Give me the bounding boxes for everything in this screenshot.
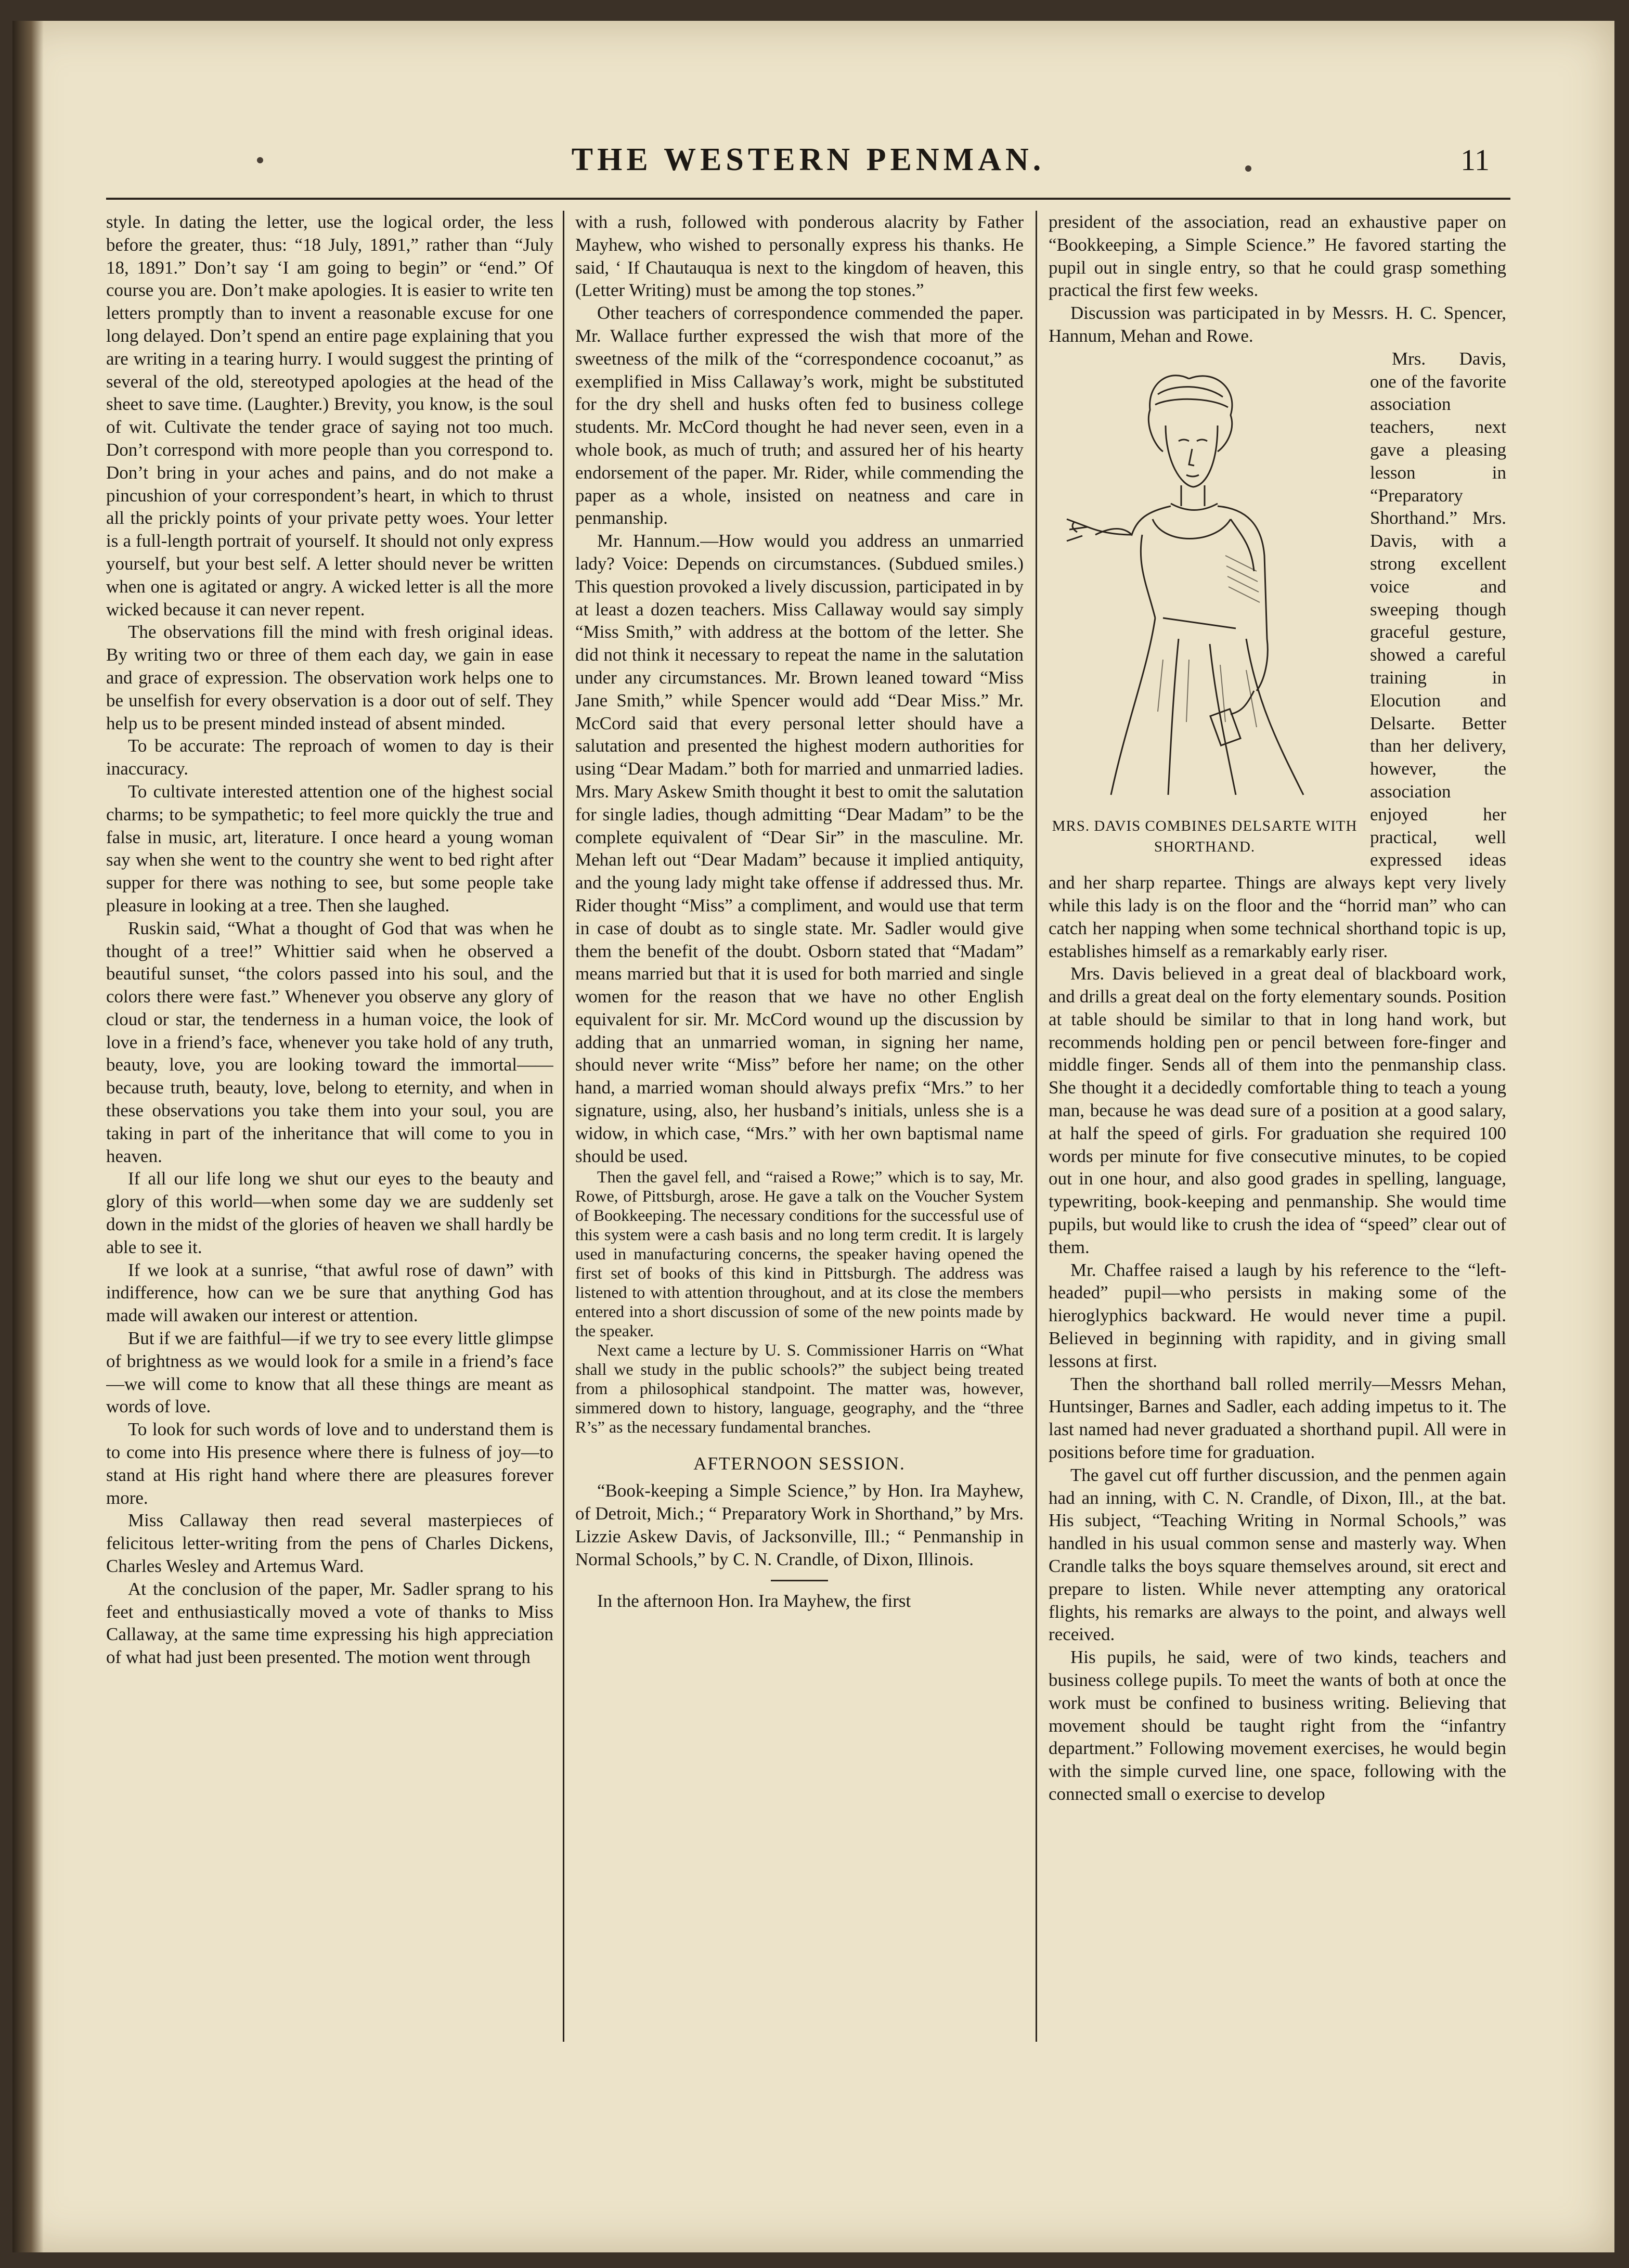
page-number: 11	[1460, 143, 1490, 177]
column-divider	[1036, 211, 1037, 2042]
paragraph: To look for such words of love and to understand them is to come into His presence where there is fulness of joy—to stand at His right hand where there are pleasures forever more.	[106, 1419, 553, 1508]
paragraph: style. In dating the letter, use the logical order, the less before the greater, thus: “18 July, 1891,” rather than “July 18, 1891.” Don’t say ‘I am going to begin” or “end.” Of course you are. Don’t make apologies. It is easier to write ten letters promptly than to invent a reasonable excuse for one long delayed. Don’t spend an entire page explaining that you are writing in a tearing hurry. I would suggest the printing of several of the old, stereotyped apologies at the head of the sheet to save time. (Laughter.) Brevity, you know, is the soul of wit. Cultivate the tender grace of saying not too much. Don’t correspond with more people than you correspond to. Don’t bring in your aches and pains, and do not make a pincushion of your correspondent’s heart, in which to thrust all the prickly points of your private petty woes. Your letter is a full-length portrait of yourself. It should not only express yourself, but your best self. A letter should never be written when one is agitated or angry. A wicked letter is all the more wicked because it can never repent.	[106, 212, 553, 620]
paragraph: Miss Callaway then read several masterpieces of felicitous letter-writing from the pens of Charles Dickens, Charles Wesley and Artemus Ward.	[106, 1510, 553, 1577]
paragraph: Then the gavel fell, and “raised a Rowe;” which is to say, Mr. Rowe, of Pittsburgh, arose. He gave a talk on the Voucher System of Bookkeeping. The necessary conditions for the successful use of this system were a cash basis and no long term credit. It is largely used in manufacturing concerns, the speaker having opened the first set of books of this kind in Pittsburgh. The address was listened to with attention throughout, and at its close the members entered into a short discussion of some of the new points made by the speaker.	[575, 1167, 1024, 1341]
paragraph: To cultivate interested attention one of the highest social charms; to be sympathetic; to feel more quickly the true and false in music, art, literature. I once heard a young woman say when she went to the country she went to bed right after supper for there was nothing to see, but some people take pleasure in looking at a tree. Then she laughed.	[106, 781, 553, 916]
masthead: THE WESTERN PENMAN.	[571, 142, 1045, 177]
paragraph: president of the association, read an exhaustive paper on “Bookkeeping, a Simple Science.” He favored starting the pupil out in single entry, so that he could grasp something practical the first few weeks.	[1049, 212, 1506, 301]
paragraph: At the conclusion of the paper, Mr. Sadler sprang to his feet and enthusiastically moved a vote of thanks to Miss Callaway, at the same time expressing his high appreciation of what had just been presented. The motion went through	[106, 1578, 553, 1668]
paragraph: Then the shorthand ball rolled merrily—Messrs Mehan, Huntsinger, Barnes and Sadler, each adding impetus to it. The last named had never graduated a shorthand pupil. All were in positions before time for graduation.	[1049, 1373, 1506, 1463]
newspaper-page	[12, 21, 1614, 2252]
paragraph: Mrs. Davis, one of the favorite association teachers, next gave a pleasing lesson in “Preparatory Shorthand.” Mrs. Davis, with a strong excellent voice and sweeping though graceful gesture, showed a careful training in Elocution and Delsarte. Better than her delivery, however, the association enjoyed her practical, well expressed ideas and her sharp repartee. Things are always kept very lively while this lady is on the floor and the “horrid man” who can catch her napping when some technical shorthand topic is up, establishes himself as a remarkably early riser.	[1049, 348, 1506, 961]
paragraph: If all our life long we shut our eyes to the beauty and glory of this world—when some day we are suddenly set down in the midst of the glories of heaven we shall hardly be able to see it.	[106, 1168, 553, 1257]
column-2	[575, 211, 1024, 2052]
section-heading: AFTERNOON SESSION.	[693, 1453, 906, 1474]
paragraph: His pupils, he said, were of two kinds, teachers and business college pupils. To meet the wants of both at once the work must be confined to business writing. Believing that movement should be taught right from the “infantry department.” Following movement exercises, he would begin with the simple curved line, one space, following with the connected small o exercise to develop	[1049, 1647, 1506, 1804]
paragraph: The gavel cut off further discussion, and the penmen again had an inning, with C. N. Crandle, of Dixon, Ill., at the bat. His subject, “Teaching Writing in Normal Schools,” was handled in his usual common sense and masterly way. When Crandle talks the boys square themselves around, sit erect and prepare to listen. While never attempting any oratorical flights, his remarks are always to the point, and always well received.	[1049, 1464, 1506, 1645]
paragraph: Ruskin said, “What a thought of God that was when he thought of a tree!” Whittier said when he observed a beautiful sunset, “the colors passed into his soul, and the colors there were fast.” Whenever you observe any glory of cloud or star, the tenderness in a human voice, the look of love in a friend’s face, whenever you take hold of any truth, beauty, love, you are looking toward the immortal—— because truth, beauty, love, belong to eternity, and when in these observations you take them into your soul, you are taking in part of the inheritance that will come to you in heaven.	[106, 918, 553, 1166]
portrait-illustration	[1049, 347, 1361, 868]
program-listing: “Book-keeping a Simple Science,” by Hon. Ira Mayhew, of Detroit, Mich.; “ Preparatory Work in Shorthand,” by Mrs. Lizzie Askew Davis, of Jacksonville, Ill.; “ Penmanship in Normal Schools,” by C. N. Crandle, of Dixon, Illinois.	[575, 1480, 1024, 1569]
paragraph: The observations fill the mind with fresh original ideas. By writing two or three of them each day, we gain in ease and grace of expression. The observation work helps one to be unselfish for every observation is a door out of self. They help us to be present minded instead of absent minded.	[106, 622, 553, 733]
paragraph: Next came a lecture by U. S. Commissioner Harris on “What shall we study in the public schools?” the subject being treated from a philosophical standpoint. The matter was, however, simmered down to history, language, geography, and the “three R’s” as the necessary fundamental branches.	[575, 1341, 1024, 1437]
column-1	[106, 211, 553, 2052]
figure-caption: MRS. DAVIS COMBINES DELSARTE WITH SHORTHAND.	[1052, 817, 1357, 855]
ornament-dot	[1245, 165, 1251, 172]
paragraph: But if we are faithful—if we try to see every little glimpse of brightness as we would look for a smile in a friend’s face—we will come to know that all these things are meant as words of love.	[106, 1328, 553, 1417]
header-rule	[106, 198, 1510, 200]
woman-portrait-drawing	[1059, 347, 1350, 805]
short-divider	[771, 1580, 828, 1581]
paragraph: Mr. Chaffee raised a laugh by his reference to the “left-headed” pupil—who persists in making some of the hieroglyphics backward. He would never time a pupil. Believed in beginning with rapidity, and in giving small lessons at first.	[1049, 1259, 1506, 1371]
paragraph: Mrs. Davis believed in a great deal of blackboard work, and drills a great deal on the forty elementary sounds. Position at table should be similar to that in long hand work, but recommends holding pen or pencil between fore-finger and middle finger. Sends all of them into the penmanship class. She thought it a decidedly comfortable thing to teach a young man, because he was dead sure of a position at a good salary, at half the speed of girls. For graduation she required 100 words per minute for five consecutive minutes, to be copied out in one hour, and also good grades in spelling, language, typewriting, book-keeping and penmanship. She would time pupils, but would like to crush the idea of “speed” clear out of them.	[1049, 963, 1506, 1257]
column-3	[1049, 211, 1506, 2052]
page-header	[106, 135, 1510, 198]
paragraph: Mr. Hannum.—How would you address an unmarried lady? Voice: Depends on circumstances. (Subdued smiles.) This question provoked a lively discussion, participated in by at least a dozen teachers. Miss Callaway would say simply “Miss Smith,” with address at the bottom of the letter. She did not think it necessary to repeat the name in the salutation under any circumstances. Mr. Brown leaned toward “Miss Jane Smith,” while Spencer would add “Dear Miss.” Mr. McCord said that every personal letter should have a salutation and presented the highest modern authorities for using “Dear Madam.” both for married and unmarried ladies. Mrs. Mary Askew Smith thought it best to omit the salutation for single ladies, though admitting “Dear Madam” to be the complete equivalent of “Dear Sir” in the masculine. Mr. Mehan left out “Dear Madam” because it implied antiquity, and the young lady might take offense if addressed thus. Mr. Rider thought “Miss” a compliment, and would use that term in case of doubt as to single state. Mr. Sadler would give them the benefit of the doubt. Osborn stated that “Madam” means married but that it is used for both married and single women for the reason that we have no other English equivalent for sir. Mr. McCord wound up the discussion by adding that an unmarried woman, in signing her name, should never write “Miss” before her name; on the other hand, a married woman should always prefix “Mrs.” to her signature, using, also, her husband’s initials, unless she is a widow, in which case, “Mrs.” with her own baptismal name should be used.	[575, 531, 1024, 1166]
paragraph: If we look at a sunrise, “that awful rose of dawn” with indifference, how can we be sure that anything God has made will awaken our interest or attention.	[106, 1259, 553, 1326]
column-divider	[563, 211, 564, 2042]
paragraph: Discussion was participated in by Messrs. H. C. Spencer, Hannum, Mehan and Rowe.	[1049, 303, 1506, 346]
paragraph: Other teachers of correspondence commended the paper. Mr. Wallace further expressed the wish that more of the sweetness of the milk of the “correspondence cocoanut,” as exemplified in Miss Callaway’s work, might be substituted for the dry shell and husks often fed to business college students. Mr. McCord thought he had never seen, even in a whole book, as much of truth; and assured her of his hearty endorsement of the paper. Mr. Rider, while commending the paper as a whole, insisted on neatness and care in penmanship.	[575, 303, 1024, 529]
binding-edge	[12, 21, 44, 2252]
paragraph: In the afternoon Hon. Ira Mayhew, the first	[597, 1591, 911, 1612]
paragraph: with a rush, followed with ponderous alacrity by Father Mayhew, who wished to personally express his thanks. He said, ‘ If Chautauqua is next to the kingdom of heaven, this (Letter Writing) must be among the top stones.”	[575, 212, 1024, 301]
paragraph: To be accurate: The reproach of women to day is their inaccuracy.	[106, 736, 553, 779]
